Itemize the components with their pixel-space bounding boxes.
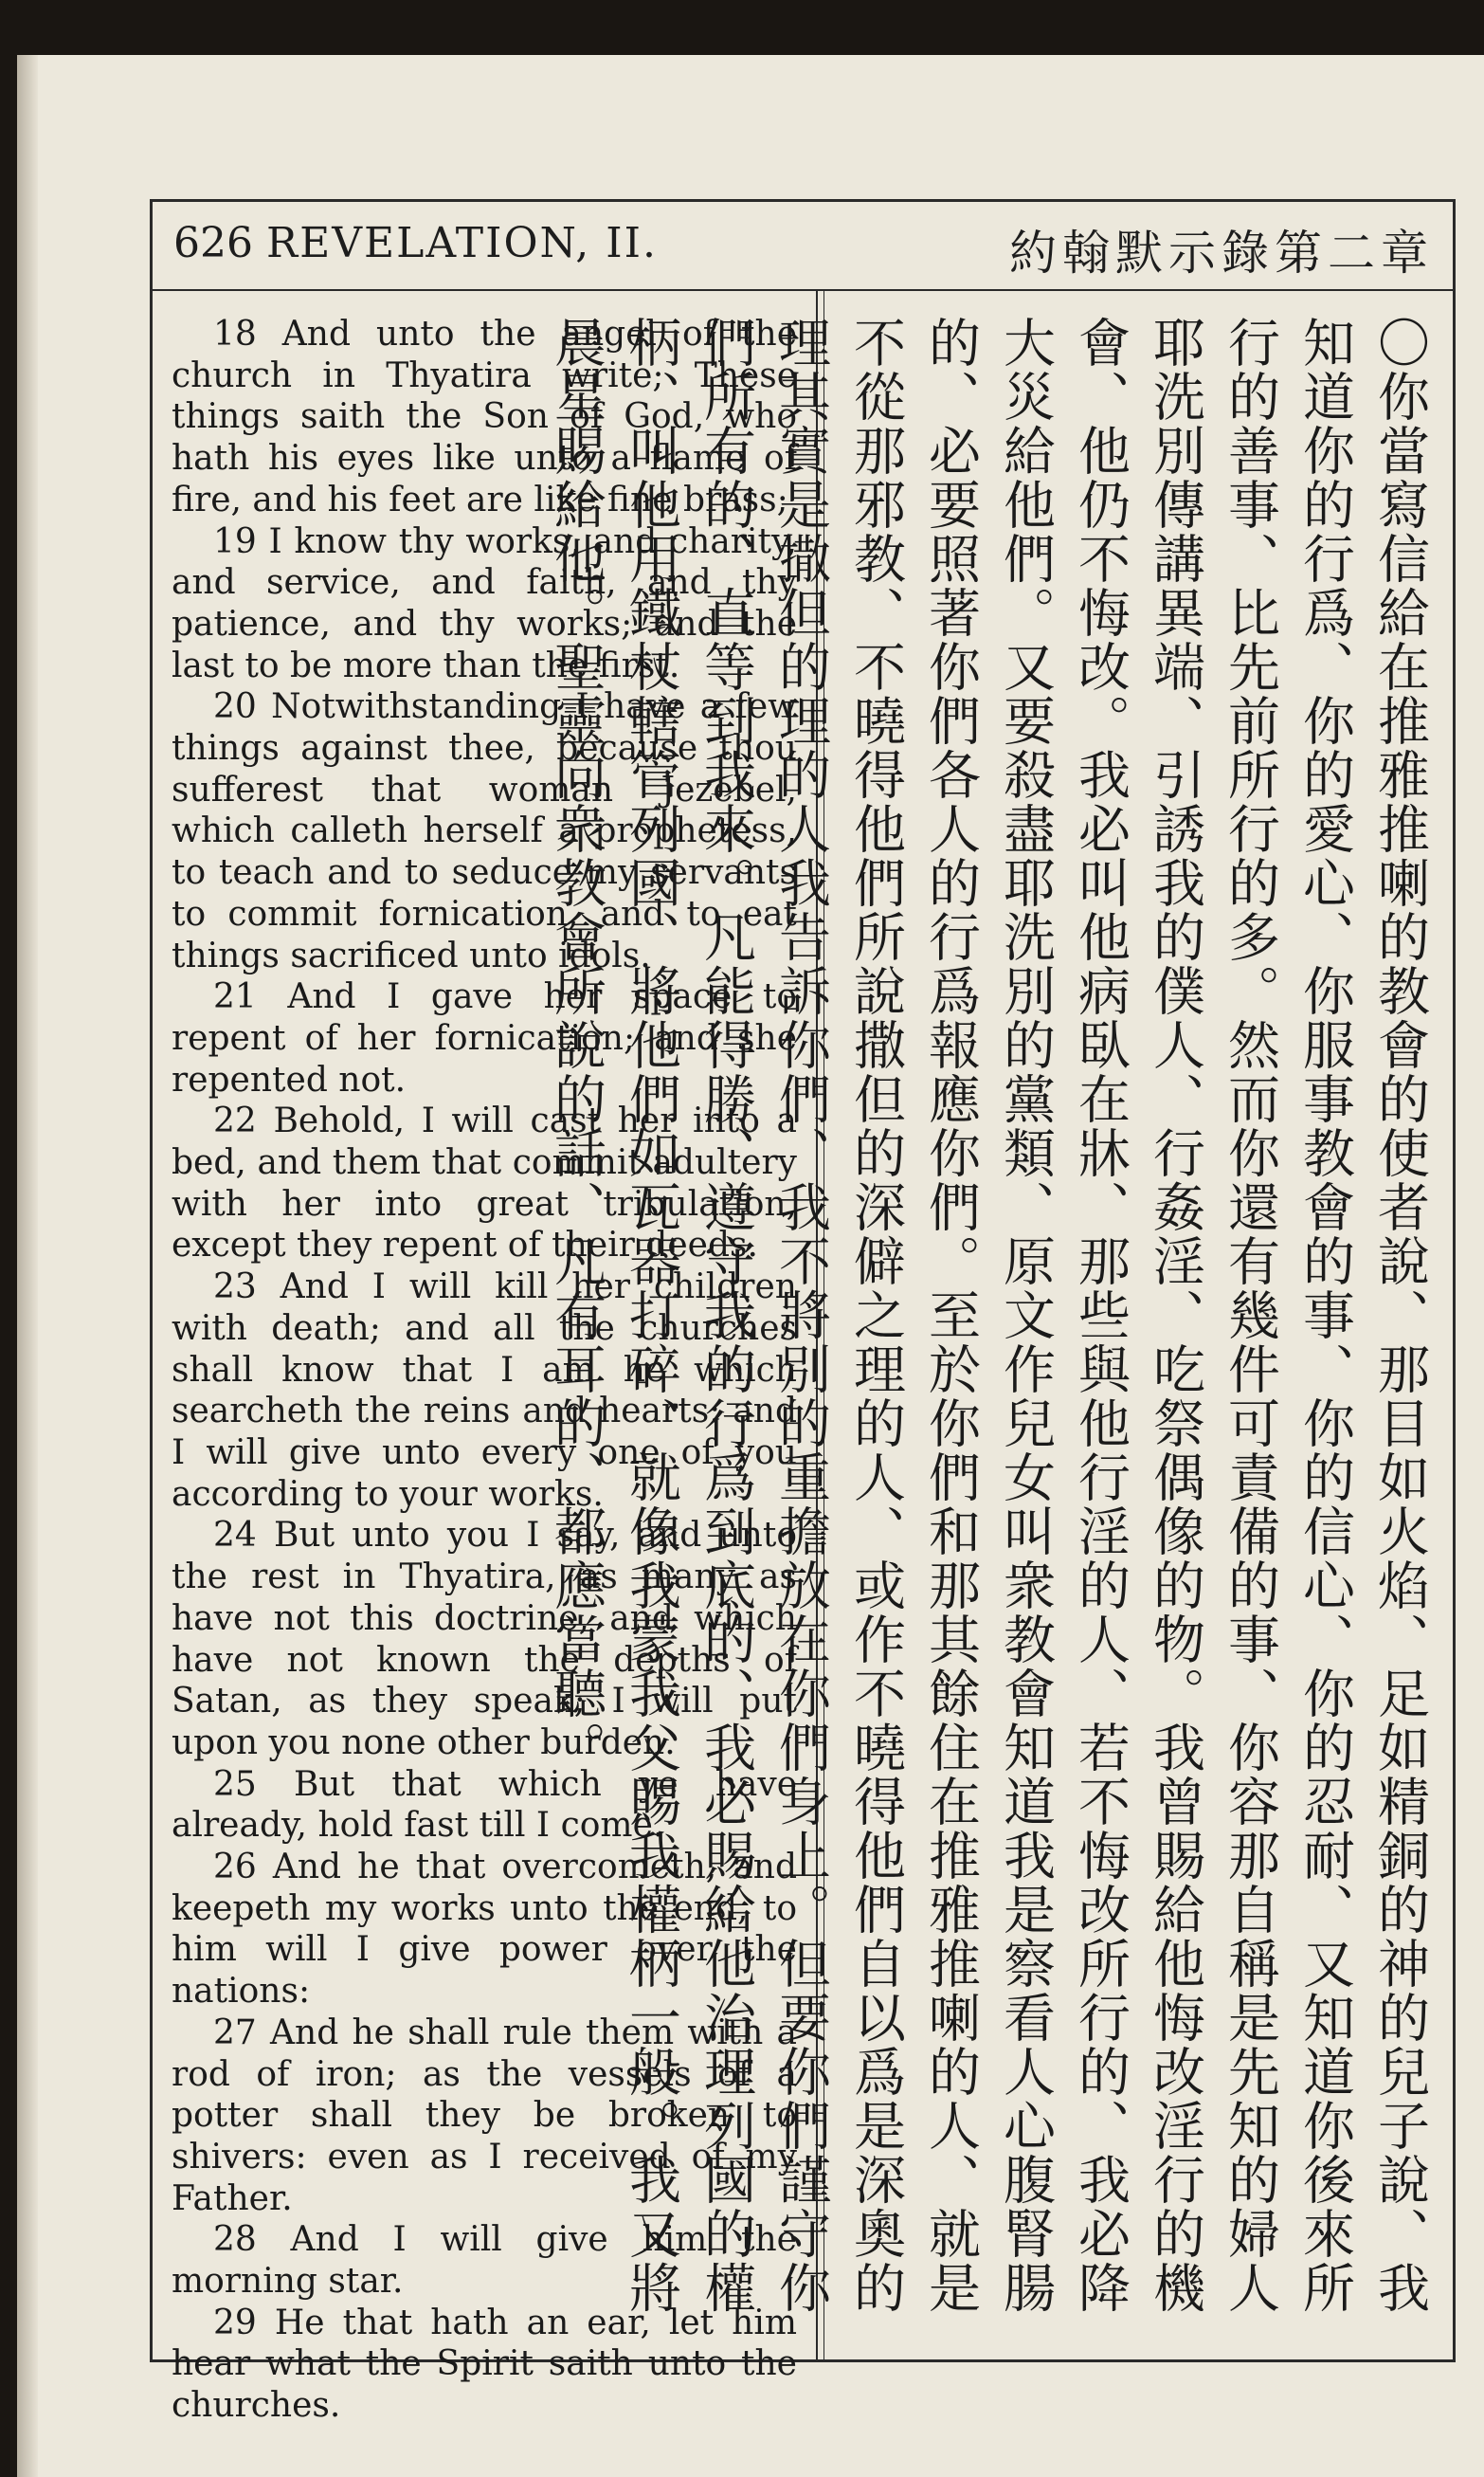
verse-28: 28 And I will give him the morning star.: [172, 2220, 797, 2302]
verse-26: 26 And he that overcometh, and keepeth my works unto the end, to him will I give power over the nations:: [172, 1848, 797, 2012]
verse-19: 19 I know thy works, and charity, and service, and faith, and thy patience, and thy works; and the last to be more than the first.: [172, 521, 797, 685]
verse-25: 25 But that which ye have already, hold fast till I come.: [172, 1764, 797, 1846]
chinese-column: 〇你當寫信給在推雅推喇的教會的使者說、那目如火焰、足如精銅的神的兒子說、我知道你的行爲、你的愛心、你服事教會的事、你的信心、你的忍耐、又知道你後來所行的善事、比先前所行的多。然而你還有幾件可責備的事、你容那自稱是先知的婦人耶洗別傳講異端、引誘我的僕人、行姦淫、吃祭偶像的物。我曾賜給他悔改淫行的機會、他仍不悔改。我必叫他病臥在牀、那些與他行淫的人、若不悔改所行的、我必降大災給他們。又要殺盡耶洗別的黨類、原文作兒女叫衆教會知道我是察看人心腹腎腸的、必要照著你們各人的行爲報應你們。至於你們和那其餘住在推雅推喇的人、就是不從那邪教、不曉得他們所說撒但的深僻之理的人、或作不曉得他們自以爲是深奧的理其實是撒但的理的人我告訴你們、我不將別的重擔放在你們身上。但要你們謹守你們所有的、直等到我來。凡能得勝、遵守我的行爲到底的、我必賜給他治理列國的權柄、叫他用鐵杖轄管列國、將他們如瓦器打碎、就像我蒙我父賜我權柄一般。我又將晨星賜給他。聖靈向衆教會所說的話、凡有耳的、都應當聽。: [546, 316, 1430, 2315]
verse-23: 23 And I will kill her children with death; and all the churches shall know that I am he which searcheth the reins and hearts: and I will give unto every one of you according to your works.: [172, 1267, 797, 1514]
verse-18: 18 And unto the angel of the church in Thyatira write; These things saith the Son of God, who hath his eyes like unto a flame of fire, and his feet are like fine brass;: [172, 315, 797, 519]
verse-21: 21 And I gave her space to repent of her fornication; and she repented not.: [172, 977, 797, 1100]
running-title: REVELATION, II.: [266, 219, 658, 267]
page-header: [153, 202, 1453, 291]
chinese-running-title: 約翰默示錄第二章: [1009, 226, 1434, 281]
verse-22: 22 Behold, I will cast her into a bed, and them that commit adultery with her into great tribulation, except they repent of their deeds.: [172, 1102, 797, 1266]
page-number: 626: [173, 219, 253, 267]
verse-27: 27 And he shall rule them with a rod of iron; as the vessels of a potter shall they be broken to shivers: even as I received of my Father.: [172, 2013, 797, 2218]
verse-29: 29 He that hath an ear, let him hear what the Spirit saith unto the churches.: [172, 2303, 797, 2426]
page-spine-shadow: [17, 55, 38, 2477]
text-frame: [150, 199, 1456, 2426]
verse-24: 24 But unto you I say, and unto the rest in Thyatira, as many as have not this doctrine, and which have not known the depths of Satan, as they speak; I will put upon you none other burden.: [172, 1516, 797, 1762]
verse-20: 20 Notwithstanding I have a few things against thee, because thou sufferest that woman Jezebel, which calleth herself a prophetess, to teach and to seduce my servants to commit fornication, and to eat things sacrificed unto idols.: [172, 687, 797, 975]
book-page: [17, 55, 1484, 2477]
